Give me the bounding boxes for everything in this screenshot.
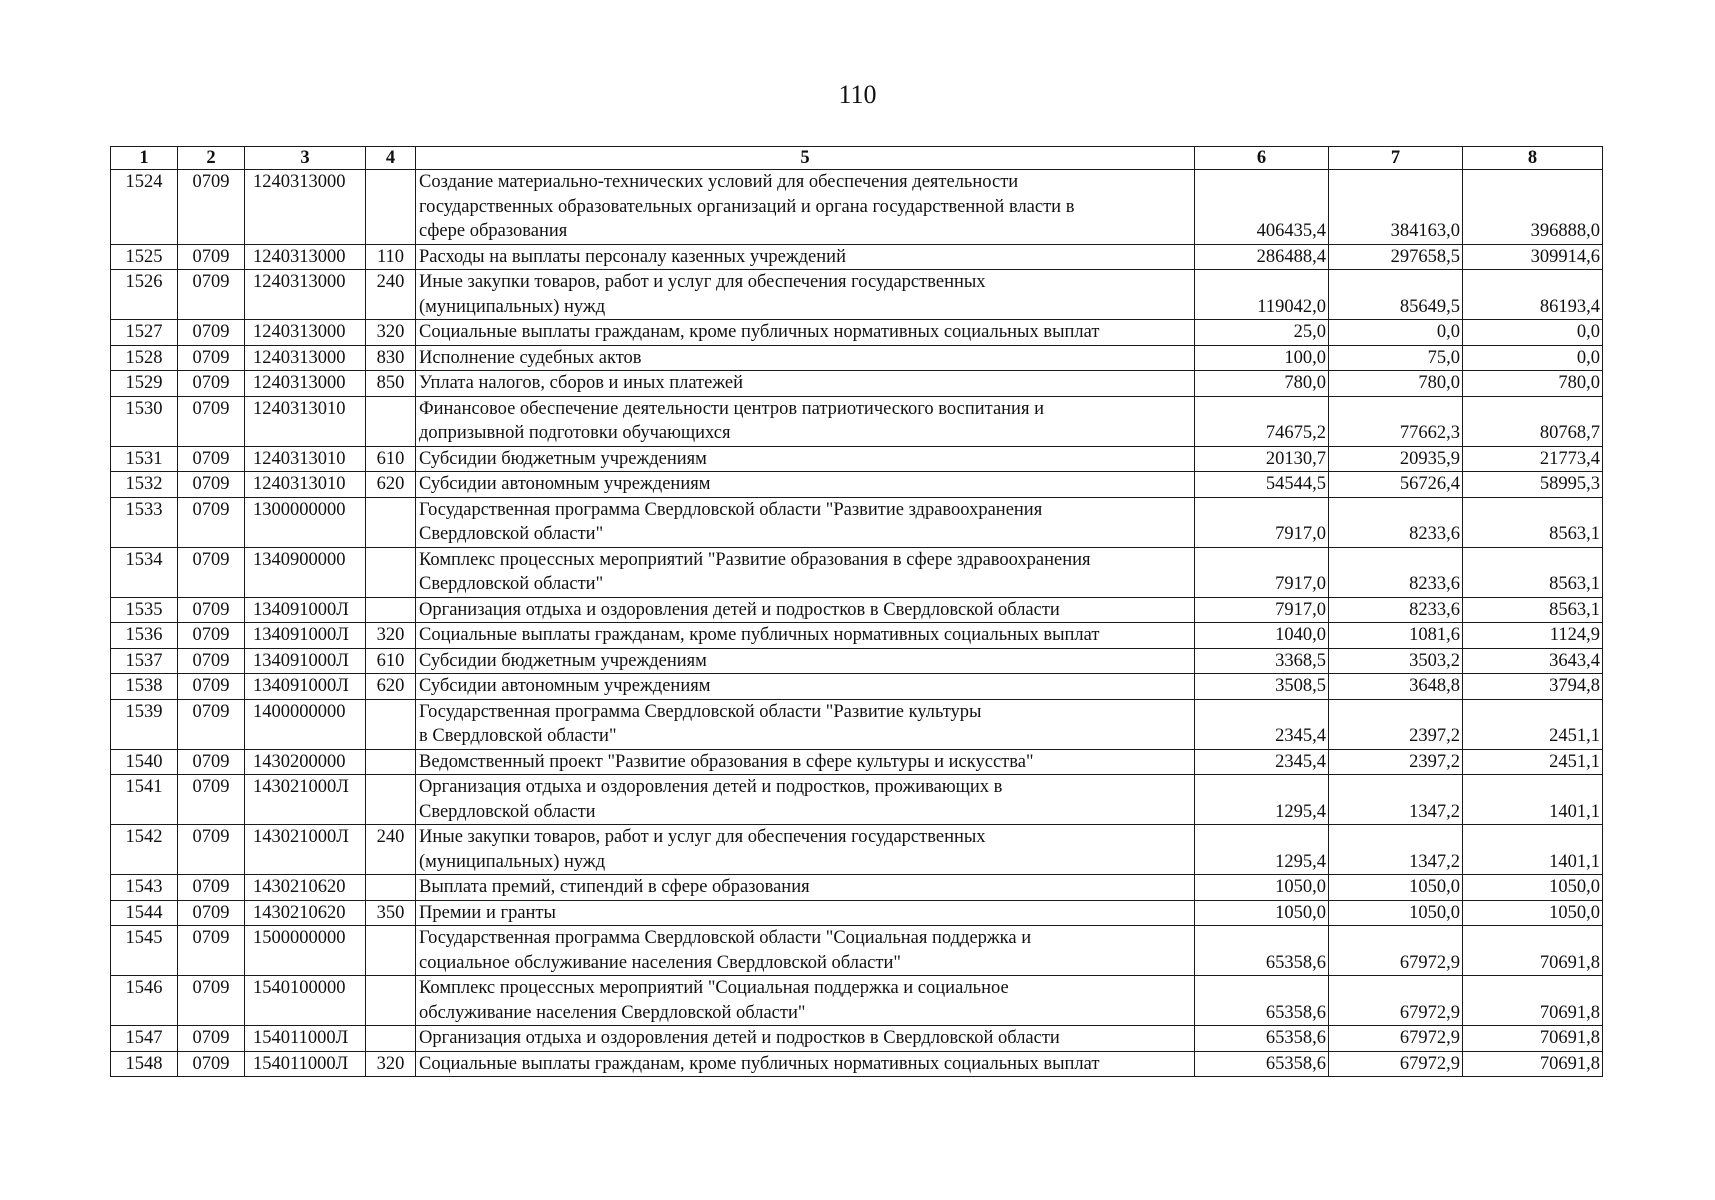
description-cell	[416, 244, 1195, 270]
expense-type-cell	[366, 749, 416, 775]
section-code-cell: 0709	[178, 1051, 245, 1077]
section-code-cell: 0709	[178, 547, 245, 597]
amount-year-1-cell: 3508,5	[1195, 674, 1329, 700]
expense-type-cell	[366, 775, 416, 825]
amount-year-1-cell: 65358,6	[1195, 1026, 1329, 1052]
amount-year-1-cell: 406435,4	[1195, 170, 1329, 245]
row-number-cell: 1542	[111, 825, 178, 875]
description-cell	[416, 371, 1195, 397]
amount-year-1-cell: 100,0	[1195, 345, 1329, 371]
description-cell	[416, 648, 1195, 674]
header-cell-7: 7	[1329, 147, 1463, 170]
expense-type-cell	[366, 875, 416, 901]
description-line: Социальные выплаты гражданам, кроме публичных нормативных социальных выплат	[419, 1053, 1100, 1074]
amount-year-1-cell: 286488,4	[1195, 244, 1329, 270]
section-code-cell: 0709	[178, 244, 245, 270]
amount-year-3-cell: 309914,6	[1463, 244, 1603, 270]
description-line: Ведомственный проект "Развитие образования в сфере культуры и искусства"	[419, 751, 1034, 772]
amount-year-1-cell: 54544,5	[1195, 472, 1329, 498]
expense-type-cell	[366, 976, 416, 1026]
amount-year-3-cell: 58995,3	[1463, 472, 1603, 498]
target-article-cell: 143021000Л	[245, 775, 366, 825]
amount-year-1-cell: 780,0	[1195, 371, 1329, 397]
amount-year-3-cell: 70691,8	[1463, 1051, 1603, 1077]
amount-year-3-cell: 21773,4	[1463, 446, 1603, 472]
row-number-cell: 1534	[111, 547, 178, 597]
section-code-cell: 0709	[178, 472, 245, 498]
header-cell-5: 5	[416, 147, 1195, 170]
description-line: в Свердловской области"	[419, 726, 617, 746]
description-cell	[416, 699, 1195, 749]
amount-year-2-cell: 2397,2	[1329, 699, 1463, 749]
table-row	[111, 270, 1603, 320]
expense-type-cell: 610	[366, 446, 416, 472]
table-row	[111, 623, 1603, 649]
table-row	[111, 170, 1603, 245]
target-article-cell: 1240313000	[245, 244, 366, 270]
description-line: Финансовое обеспечение деятельности центров патриотического воспитания и	[419, 398, 1044, 419]
table-row	[111, 875, 1603, 901]
amount-year-3-cell: 86193,4	[1463, 270, 1603, 320]
amount-year-2-cell: 297658,5	[1329, 244, 1463, 270]
section-code-cell: 0709	[178, 900, 245, 926]
description-cell	[416, 497, 1195, 547]
expense-type-cell: 610	[366, 648, 416, 674]
amount-year-1-cell: 20130,7	[1195, 446, 1329, 472]
amount-year-2-cell: 67972,9	[1329, 1026, 1463, 1052]
amount-year-3-cell: 70691,8	[1463, 976, 1603, 1026]
section-code-cell: 0709	[178, 1026, 245, 1052]
description-cell	[416, 775, 1195, 825]
amount-year-3-cell: 2451,1	[1463, 749, 1603, 775]
description-cell	[416, 623, 1195, 649]
description-line: Свердловской области	[419, 801, 596, 822]
target-article-cell: 1500000000	[245, 926, 366, 976]
table-row	[111, 648, 1603, 674]
amount-year-1-cell: 7917,0	[1195, 597, 1329, 623]
amount-year-3-cell: 1124,9	[1463, 623, 1603, 649]
amount-year-2-cell: 8233,6	[1329, 497, 1463, 547]
section-code-cell: 0709	[178, 497, 245, 547]
description-cell	[416, 320, 1195, 346]
amount-year-2-cell: 75,0	[1329, 345, 1463, 371]
description-line: Организация отдыха и оздоровления детей и подростков, проживающих в	[419, 777, 1003, 797]
amount-year-1-cell: 1040,0	[1195, 623, 1329, 649]
expense-type-cell: 850	[366, 371, 416, 397]
amount-year-3-cell: 3794,8	[1463, 674, 1603, 700]
expense-type-cell: 240	[366, 270, 416, 320]
row-number-cell: 1543	[111, 875, 178, 901]
section-code-cell: 0709	[178, 875, 245, 901]
target-article-cell: 134091000Л	[245, 623, 366, 649]
target-article-cell: 1240313000	[245, 170, 366, 245]
header-cell-1: 1	[111, 147, 178, 170]
amount-year-1-cell: 74675,2	[1195, 396, 1329, 446]
amount-year-3-cell: 8563,1	[1463, 547, 1603, 597]
section-code-cell: 0709	[178, 699, 245, 749]
amount-year-3-cell: 1050,0	[1463, 900, 1603, 926]
amount-year-1-cell: 25,0	[1195, 320, 1329, 346]
amount-year-2-cell: 0,0	[1329, 320, 1463, 346]
amount-year-3-cell: 1401,1	[1463, 775, 1603, 825]
description-cell	[416, 976, 1195, 1026]
amount-year-3-cell: 0,0	[1463, 345, 1603, 371]
amount-year-2-cell: 8233,6	[1329, 547, 1463, 597]
table-row	[111, 497, 1603, 547]
target-article-cell: 1240313000	[245, 345, 366, 371]
description-cell	[416, 1051, 1195, 1077]
header-row	[111, 147, 1603, 170]
row-number-cell: 1538	[111, 674, 178, 700]
description-cell	[416, 749, 1195, 775]
expense-type-cell: 830	[366, 345, 416, 371]
expense-type-cell: 240	[366, 825, 416, 875]
section-code-cell: 0709	[178, 648, 245, 674]
section-code-cell: 0709	[178, 446, 245, 472]
expense-type-cell: 320	[366, 623, 416, 649]
section-code-cell: 0709	[178, 320, 245, 346]
amount-year-2-cell: 56726,4	[1329, 472, 1463, 498]
amount-year-3-cell: 70691,8	[1463, 926, 1603, 976]
amount-year-2-cell: 67972,9	[1329, 926, 1463, 976]
table-row	[111, 976, 1603, 1026]
description-line: (муниципальных) нужд	[419, 296, 606, 317]
row-number-cell: 1547	[111, 1026, 178, 1052]
section-code-cell: 0709	[178, 623, 245, 649]
expense-type-cell	[366, 597, 416, 623]
description-line: Иные закупки товаров, работ и услуг для обеспечения государственных	[419, 827, 986, 847]
table-row	[111, 775, 1603, 825]
header-cell-3: 3	[245, 147, 366, 170]
table-row	[111, 345, 1603, 371]
expense-type-cell	[366, 1026, 416, 1052]
section-code-cell: 0709	[178, 270, 245, 320]
section-code-cell: 0709	[178, 597, 245, 623]
amount-year-2-cell: 780,0	[1329, 371, 1463, 397]
amount-year-2-cell: 1081,6	[1329, 623, 1463, 649]
amount-year-2-cell: 2397,2	[1329, 749, 1463, 775]
target-article-cell: 1430200000	[245, 749, 366, 775]
row-number-cell: 1537	[111, 648, 178, 674]
description-cell	[416, 926, 1195, 976]
target-article-cell: 134091000Л	[245, 597, 366, 623]
amount-year-3-cell: 396888,0	[1463, 170, 1603, 245]
description-line: Свердловской области"	[419, 574, 604, 594]
table-body	[111, 170, 1603, 1077]
description-cell	[416, 825, 1195, 875]
amount-year-2-cell: 1050,0	[1329, 900, 1463, 926]
row-number-cell: 1525	[111, 244, 178, 270]
description-cell	[416, 472, 1195, 498]
description-line: Создание материально-технических условий для обеспечения деятельности	[419, 172, 1019, 192]
section-code-cell: 0709	[178, 396, 245, 446]
expense-type-cell	[366, 699, 416, 749]
table-row	[111, 900, 1603, 926]
description-cell	[416, 875, 1195, 901]
description-cell	[416, 547, 1195, 597]
description-line: Субсидии бюджетным учреждениям	[419, 448, 707, 469]
expense-type-cell	[366, 497, 416, 547]
amount-year-2-cell: 8233,6	[1329, 597, 1463, 623]
expense-type-cell: 350	[366, 900, 416, 926]
row-number-cell: 1539	[111, 699, 178, 749]
amount-year-3-cell: 8563,1	[1463, 597, 1603, 623]
description-line: Организация отдыха и оздоровления детей и подростков в Свердловской области	[419, 599, 1060, 620]
description-cell	[416, 345, 1195, 371]
table-row	[111, 1026, 1603, 1052]
section-code-cell: 0709	[178, 749, 245, 775]
description-line: Исполнение судебных актов	[419, 347, 642, 368]
table-row	[111, 749, 1603, 775]
budget-table	[110, 146, 1603, 1077]
description-line: социальное обслуживание населения Свердловской области"	[419, 952, 901, 973]
amount-year-3-cell: 80768,7	[1463, 396, 1603, 446]
table-row	[111, 674, 1603, 700]
description-line: Комплекс процессных мероприятий "Развитие образования в сфере здравоохранения	[419, 549, 1091, 570]
amount-year-1-cell: 119042,0	[1195, 270, 1329, 320]
section-code-cell: 0709	[178, 674, 245, 700]
description-cell	[416, 270, 1195, 320]
target-article-cell: 134091000Л	[245, 648, 366, 674]
row-number-cell: 1544	[111, 900, 178, 926]
description-line: Государственная программа Свердловской области "Развитие здравоохранения	[419, 499, 1043, 520]
section-code-cell: 0709	[178, 775, 245, 825]
description-line: Социальные выплаты гражданам, кроме публичных нормативных социальных выплат	[419, 625, 1100, 645]
amount-year-2-cell: 1347,2	[1329, 825, 1463, 875]
description-cell	[416, 674, 1195, 700]
row-number-cell: 1533	[111, 497, 178, 547]
target-article-cell: 1240313010	[245, 396, 366, 446]
amount-year-1-cell: 1295,4	[1195, 775, 1329, 825]
description-line: Государственная программа Свердловской области "Развитие культуры	[419, 701, 982, 722]
target-article-cell: 134091000Л	[245, 674, 366, 700]
header-cell-4: 4	[366, 147, 416, 170]
table-row	[111, 446, 1603, 472]
row-number-cell: 1541	[111, 775, 178, 825]
table-row	[111, 371, 1603, 397]
section-code-cell: 0709	[178, 345, 245, 371]
amount-year-2-cell: 1050,0	[1329, 875, 1463, 901]
table-row	[111, 396, 1603, 446]
amount-year-1-cell: 65358,6	[1195, 1051, 1329, 1077]
description-cell	[416, 170, 1195, 245]
description-line: Субсидии автономным учреждениям	[419, 676, 711, 696]
table-row	[111, 597, 1603, 623]
row-number-cell: 1529	[111, 371, 178, 397]
description-line: Расходы на выплаты персоналу казенных учреждений	[419, 246, 846, 267]
table-row	[111, 1051, 1603, 1077]
table-row	[111, 699, 1603, 749]
header-cell-6: 6	[1195, 147, 1329, 170]
amount-year-3-cell: 8563,1	[1463, 497, 1603, 547]
budget-table-container	[110, 146, 1602, 1077]
amount-year-1-cell: 7917,0	[1195, 547, 1329, 597]
header-cell-2: 2	[178, 147, 245, 170]
row-number-cell: 1528	[111, 345, 178, 371]
target-article-cell: 1430210620	[245, 900, 366, 926]
row-number-cell: 1536	[111, 623, 178, 649]
row-number-cell: 1548	[111, 1051, 178, 1077]
expense-type-cell: 620	[366, 472, 416, 498]
section-code-cell: 0709	[178, 170, 245, 245]
description-line: сфере образования	[419, 221, 568, 241]
amount-year-3-cell: 1050,0	[1463, 875, 1603, 901]
amount-year-3-cell: 1401,1	[1463, 825, 1603, 875]
description-cell	[416, 396, 1195, 446]
expense-type-cell	[366, 547, 416, 597]
table-row	[111, 320, 1603, 346]
amount-year-1-cell: 65358,6	[1195, 926, 1329, 976]
table-row	[111, 926, 1603, 976]
description-line: Иные закупки товаров, работ и услуг для обеспечения государственных	[419, 272, 986, 292]
amount-year-2-cell: 20935,9	[1329, 446, 1463, 472]
target-article-cell: 154011000Л	[245, 1051, 366, 1077]
target-article-cell: 1240313000	[245, 270, 366, 320]
target-article-cell: 1430210620	[245, 875, 366, 901]
expense-type-cell: 620	[366, 674, 416, 700]
description-line: допризывной подготовки обучающихся	[419, 423, 731, 443]
amount-year-2-cell: 67972,9	[1329, 976, 1463, 1026]
header-cell-8: 8	[1463, 147, 1603, 170]
amount-year-3-cell: 2451,1	[1463, 699, 1603, 749]
row-number-cell: 1532	[111, 472, 178, 498]
amount-year-2-cell: 3648,8	[1329, 674, 1463, 700]
amount-year-2-cell: 3503,2	[1329, 648, 1463, 674]
table-row	[111, 547, 1603, 597]
amount-year-1-cell: 2345,4	[1195, 749, 1329, 775]
description-cell	[416, 597, 1195, 623]
description-line: Субсидии автономным учреждениям	[419, 474, 711, 494]
description-line: обслуживание населения Свердловской области"	[419, 1002, 806, 1023]
amount-year-3-cell: 70691,8	[1463, 1026, 1603, 1052]
expense-type-cell: 110	[366, 244, 416, 270]
amount-year-1-cell: 1050,0	[1195, 900, 1329, 926]
amount-year-1-cell: 1295,4	[1195, 825, 1329, 875]
amount-year-1-cell: 3368,5	[1195, 648, 1329, 674]
row-number-cell: 1545	[111, 926, 178, 976]
description-cell	[416, 1026, 1195, 1052]
row-number-cell: 1540	[111, 749, 178, 775]
description-line: Организация отдыха и оздоровления детей и подростков в Свердловской области	[419, 1028, 1060, 1048]
description-line: Государственная программа Свердловской области "Социальная поддержка и	[419, 928, 1032, 948]
target-article-cell: 1240313010	[245, 446, 366, 472]
amount-year-1-cell: 7917,0	[1195, 497, 1329, 547]
row-number-cell: 1546	[111, 976, 178, 1026]
description-line: Комплекс процессных мероприятий "Социальная поддержка и социальное	[419, 978, 1009, 998]
row-number-cell: 1526	[111, 270, 178, 320]
page-number: 110	[838, 80, 877, 109]
expense-type-cell	[366, 396, 416, 446]
amount-year-1-cell: 2345,4	[1195, 699, 1329, 749]
description-line: Субсидии бюджетным учреждениям	[419, 650, 707, 671]
amount-year-1-cell: 1050,0	[1195, 875, 1329, 901]
amount-year-2-cell: 77662,3	[1329, 396, 1463, 446]
expense-type-cell: 320	[366, 1051, 416, 1077]
amount-year-1-cell: 65358,6	[1195, 976, 1329, 1026]
target-article-cell: 1340900000	[245, 547, 366, 597]
amount-year-2-cell: 384163,0	[1329, 170, 1463, 245]
description-line: государственных образовательных организаций и органа государственной власти в	[419, 196, 1075, 217]
section-code-cell: 0709	[178, 825, 245, 875]
target-article-cell: 1540100000	[245, 976, 366, 1026]
description-line: Социальные выплаты гражданам, кроме публичных нормативных социальных выплат	[419, 322, 1100, 342]
amount-year-2-cell: 1347,2	[1329, 775, 1463, 825]
target-article-cell: 1400000000	[245, 699, 366, 749]
amount-year-2-cell: 85649,5	[1329, 270, 1463, 320]
amount-year-3-cell: 0,0	[1463, 320, 1603, 346]
target-article-cell: 154011000Л	[245, 1026, 366, 1052]
table-row	[111, 472, 1603, 498]
description-line: Выплата премий, стипендий в сфере образования	[419, 877, 810, 897]
amount-year-3-cell: 780,0	[1463, 371, 1603, 397]
section-code-cell: 0709	[178, 371, 245, 397]
description-line: Уплата налогов, сборов и иных платежей	[419, 373, 744, 393]
table-row	[111, 825, 1603, 875]
target-article-cell: 1240313000	[245, 320, 366, 346]
description-cell	[416, 446, 1195, 472]
description-line: Премии и гранты	[419, 902, 556, 923]
target-article-cell: 1240313000	[245, 371, 366, 397]
description-line: (муниципальных) нужд	[419, 851, 606, 872]
target-article-cell: 1300000000	[245, 497, 366, 547]
expense-type-cell: 320	[366, 320, 416, 346]
section-code-cell: 0709	[178, 976, 245, 1026]
section-code-cell: 0709	[178, 926, 245, 976]
row-number-cell: 1530	[111, 396, 178, 446]
row-number-cell: 1524	[111, 170, 178, 245]
target-article-cell: 143021000Л	[245, 825, 366, 875]
expense-type-cell	[366, 170, 416, 245]
description-cell	[416, 900, 1195, 926]
target-article-cell: 1240313010	[245, 472, 366, 498]
table-row	[111, 244, 1603, 270]
amount-year-2-cell: 67972,9	[1329, 1051, 1463, 1077]
expense-type-cell	[366, 926, 416, 976]
description-line: Свердловской области"	[419, 524, 604, 544]
row-number-cell: 1527	[111, 320, 178, 346]
row-number-cell: 1535	[111, 597, 178, 623]
amount-year-3-cell: 3643,4	[1463, 648, 1603, 674]
row-number-cell: 1531	[111, 446, 178, 472]
